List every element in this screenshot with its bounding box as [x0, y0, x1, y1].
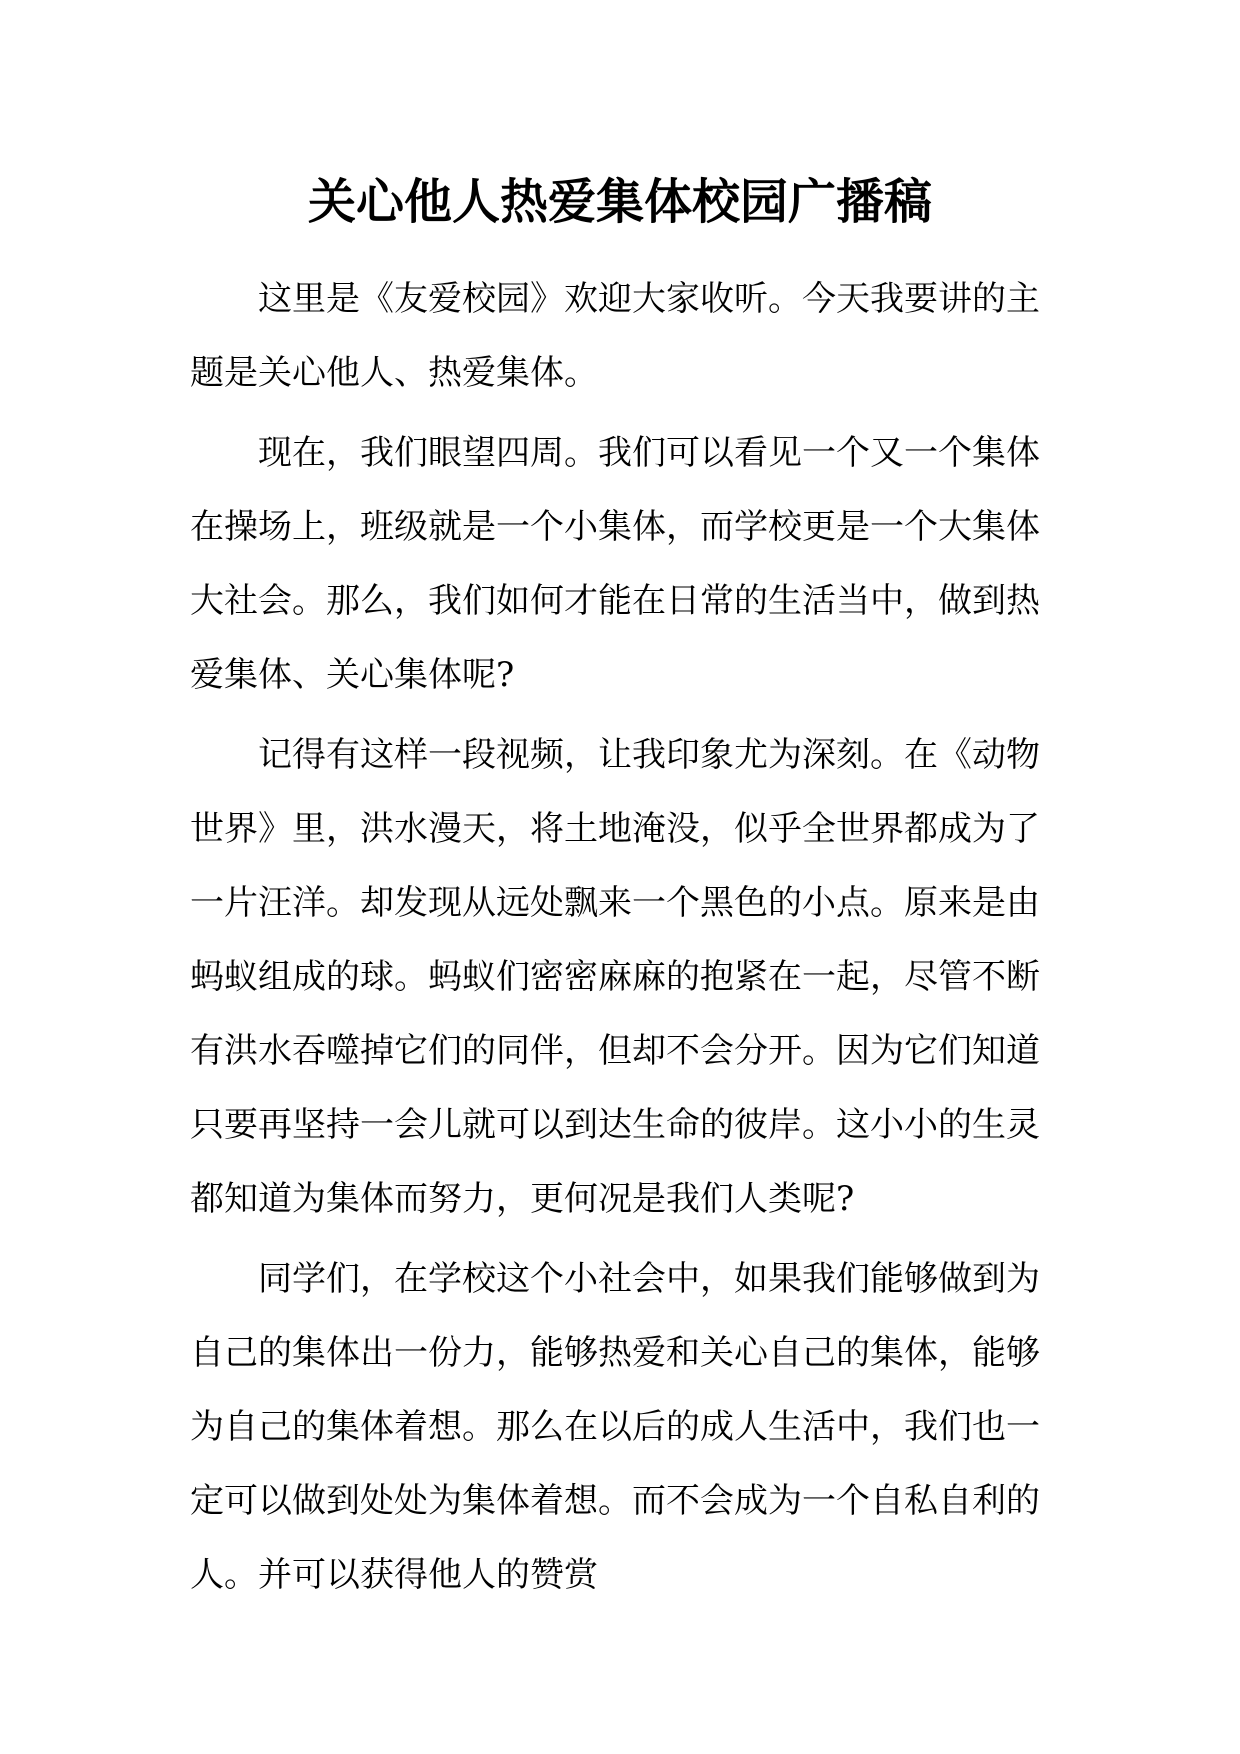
paragraph-4 [190, 1242, 1050, 1612]
text-line: 一片汪洋。却发现从远处飘来一个黑色的小点。原来是由 [190, 883, 1040, 923]
paragraph-1 [190, 262, 1050, 410]
text-line: 为自己的集体着想。那么在以后的成人生活中，我们也一 [190, 1407, 1040, 1447]
text-line: 世界》里，洪水漫天，将土地淹没，似乎全世界都成为了 [190, 809, 1040, 849]
text-line: 这里是《友爱校园》欢迎大家收听。今天我要讲的主 [258, 279, 1040, 319]
text-line: 自己的集体出一份力，能够热爱和关心自己的集体，能够 [190, 1333, 1040, 1373]
text-line: 现在，我们眼望四周。我们可以看见一个又一个集体 [258, 433, 1040, 473]
text-line: 蚂蚁组成的球。蚂蚁们密密麻麻的抱紧在一起，尽管不断 [190, 957, 1040, 997]
text-line: 都知道为集体而努力，更何况是我们人类呢? [190, 1179, 855, 1219]
document-title: 关心他人热爱集体校园广播稿 [307, 174, 932, 230]
text-line: 题是关心他人、热爱集体。 [190, 353, 598, 393]
text-line: 记得有这样一段视频，让我印象尤为深刻。在《动物 [258, 735, 1040, 775]
text-line: 同学们，在学校这个小社会中，如果我们能够做到为 [258, 1259, 1040, 1299]
paragraph-2 [190, 416, 1050, 712]
text-line: 爱集体、关心集体呢? [190, 655, 515, 695]
text-line: 只要再坚持一会儿就可以到达生命的彼岸。这小小的生灵 [190, 1105, 1040, 1145]
text-line: 定可以做到处处为集体着想。而不会成为一个自私自利的 [190, 1481, 1040, 1521]
text-line: 人。并可以获得他人的赞赏 [190, 1555, 598, 1595]
document-body [190, 262, 1050, 1618]
paragraph-3 [190, 718, 1050, 1236]
text-line: 在操场上，班级就是一个小集体，而学校更是一个大集体 [190, 507, 1040, 547]
text-line: 大社会。那么，我们如何才能在日常的生活当中，做到热 [190, 581, 1040, 621]
text-line: 有洪水吞噬掉它们的同伴，但却不会分开。因为它们知道 [190, 1031, 1040, 1071]
